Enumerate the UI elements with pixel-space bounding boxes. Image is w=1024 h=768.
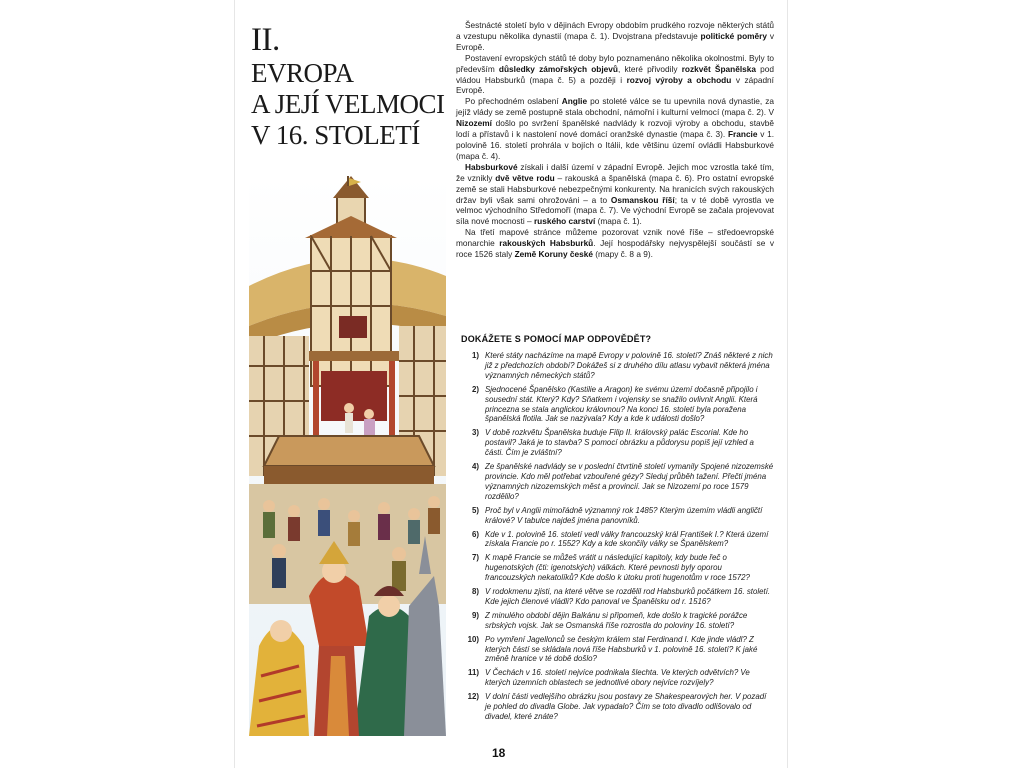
intro-text-run: pod vládou Habsburků (mapa č. 5) a později i bbox=[456, 63, 774, 85]
question-text: Po vymření Jagellonců se českým králem stal Ferdinand I. Kde jinde vládl? Z kterých částí se skládala nová říše Habsburků v 1. polovině 16. století? K jaké změně hranice v té době došlo? bbox=[485, 634, 758, 664]
intro-text-run: (mapa č. 1). bbox=[595, 216, 642, 227]
intro-text-run: v západní Evropě. bbox=[456, 74, 774, 96]
chapter-heading bbox=[251, 22, 451, 151]
intro-text-run: Šestnácté století bylo v dějinách Evropy obdobím prudkého rozvoje některých států a vzestupu několika dynastií (mapa č. 1). Dvojstrana představuje bbox=[456, 20, 774, 41]
intro-text-run: – rakouská a španělská (mapa č. 6). Pro ostatní evropské země se stali Habsburkové nebezpečnými konkurenty. Na hranicích svých rakouských držav byli však sami ohrožováni – a to bbox=[456, 172, 774, 205]
globe-theatre-picture bbox=[249, 176, 446, 736]
intro-text-run: v 1. polovině 16. století prohrála v bojích o Itálii, kde většinu území ovládli Habsburkové (mapa č. 4). bbox=[456, 129, 774, 161]
intro-bold-run: dvě větve rodu bbox=[495, 172, 555, 183]
question-text: V rodokmenu zjisti, na které větve se rozdělil rod Habsburků počátkem 16. století. Kde jejich členové vládli? Kdo panoval ve Španělsku od r. 1516? bbox=[485, 587, 771, 606]
chapter-title-line-1: EVROPA bbox=[251, 58, 354, 88]
question-number: 8) bbox=[471, 587, 479, 597]
page-number: 18 bbox=[492, 746, 506, 760]
chapter-title-line-2: A JEJÍ VELMOCI bbox=[251, 89, 445, 119]
question-text: V Čechách v 16. století nejvíce podnikala šlechta. Ve kterých odvětvích? Ve kterých územních oblastech se jednotlivé obory nejvíce rozvíjely? bbox=[485, 668, 750, 688]
question-text: Ze španělské nadvlády se v poslední čtvrtině století vymanily Spojené nizozemské provincie. Kdo měl potřebat vzbouřené gézy? Sleduj průběh tažení. Přečti jména významných nizozemských měst a provincií. Jak se Nizozemí po roce 1579 rozdělilo? bbox=[485, 462, 774, 501]
intro-bold-run: ruského carství bbox=[533, 216, 596, 227]
question-number: 3) bbox=[471, 428, 479, 438]
intro-text-run: , které přivodily bbox=[617, 63, 682, 74]
intro-paragraph bbox=[456, 96, 774, 161]
question-text: K mapě Francie se můžeš vrátit u následující kapitoly, kdy bude řeč o hugenotských (čti: igenotských) válkách. Které pevnosti byly oporou francouzských nekatolíků? Kde došlo k útoku proti hugenotům v roce 1572? bbox=[485, 553, 750, 583]
intro-bold-run: důsledky zámořských objevů bbox=[498, 63, 618, 74]
intro-text-run: získali i další území v západní Evropě. Jejich moc vzrostla také tím, že vznikly bbox=[456, 161, 774, 183]
question-number: 10) bbox=[467, 634, 479, 644]
question-text: V době rozkvětu Španělska buduje Filip II. královský palác Escorial. Kde ho postavil? Jaká je to stavba? S pomocí obrázku a půdorysu popiš její vzhled a části. Čím je zvláštní? bbox=[485, 428, 754, 458]
intro-paragraph bbox=[456, 227, 774, 260]
intro-bold-run: Nizozemí bbox=[456, 118, 492, 129]
question-item bbox=[457, 351, 774, 381]
question-text: Sjednocené Španělsko (Kastilie a Aragon) ke svému území dočasně připojilo i sousední stát. Který? Kdy? Sňatkem i vojensky se snažilo ovlivnit Anglii. Která princezna se stala anglickou královnou? Na konci 16. století byla poražena španělská flotila. Jak se nazývala? Kdy a kde k události došlo? bbox=[485, 384, 758, 424]
question-text: Z minulého období dějin Balkánu si připomeň, kde došlo k tragické porážce srbských vojsk. Jak se Osmanská říše rozrostla do poloviny 16. století? bbox=[485, 610, 748, 630]
question-item bbox=[457, 428, 774, 458]
intro-bold-run: rakouských Habsburků bbox=[499, 238, 594, 249]
globe-theatre-illustration bbox=[249, 176, 446, 736]
question-number: 4) bbox=[471, 462, 479, 472]
intro-text-run: Po přechodném oslabení bbox=[465, 96, 562, 107]
questions-title: DOKÁŽETE S POMOCÍ MAP ODPOVĚDĚT? bbox=[461, 334, 652, 344]
question-text: Proč byl v Anglii mimořádně významný rok 1485? Kterým územím vládli angličtí králové? V tabulce najdeš jména panovníků. bbox=[485, 505, 763, 525]
question-text: Které státy nacházíme na mapě Evropy v polovině 16. století? Znáš některé z nich již z předchozích období? Dokážeš si z druhého dílu atlasu vybavit některá jména významných německých států? bbox=[485, 351, 773, 380]
question-item bbox=[457, 635, 774, 665]
chapter-title-line-3: V 16. STOLETÍ bbox=[251, 120, 420, 150]
intro-text-run: po stoleté válce se tu upevnila nová dynastie, za jejíž vlády se země postupně stala obchodní, námořní i kulturní velmocí (mapa č. 2). V bbox=[456, 96, 775, 118]
intro-text-run: v Evropě. bbox=[456, 30, 774, 52]
question-number: 11) bbox=[468, 668, 479, 678]
intro-bold-run: Anglie bbox=[561, 96, 588, 107]
question-item bbox=[457, 668, 774, 688]
intro-bold-run: Země Koruny české bbox=[514, 249, 593, 260]
intro-bold-run: politické poměry bbox=[700, 30, 768, 41]
question-number: 5) bbox=[471, 505, 479, 515]
intro-text-run: (mapy č. 8 a 9). bbox=[592, 249, 653, 260]
intro-text-run: došlo po svržení španělské nadvlády k rozvoji výroby a obchodu, stavbě lodí a přístavů i k nastolení nové domácí oranžské dynastie (mapa č. 3). bbox=[456, 118, 774, 140]
intro-text-run: . Její hospodářsky nejvyspělejší součástí se v roce 1526 staly bbox=[456, 238, 774, 260]
questions-list bbox=[457, 351, 774, 726]
intro-text bbox=[456, 20, 774, 260]
question-item bbox=[457, 462, 774, 502]
chapter-number: II. bbox=[251, 22, 280, 58]
question-item bbox=[457, 530, 774, 550]
question-item bbox=[457, 692, 774, 722]
intro-paragraph bbox=[456, 162, 774, 227]
intro-paragraph bbox=[456, 53, 774, 97]
question-text: Kde v 1. polovině 16. století vedl války francouzský král František I.? Která území získala Francie po r. 1552? Kdy a kde skončily války se Španělskem? bbox=[485, 529, 769, 549]
intro-paragraph bbox=[456, 20, 774, 53]
question-text: V dolní části vedlejšího obrázku jsou postavy ze Shakespearových her. V pozadí je pohled do divadla Globe. Jak vypadalo? Čím se toto divadlo odlišovalo od divadel, které znáte? bbox=[485, 692, 767, 721]
intro-text-run: ; ta v té době vyrostla ve velmoc východního Středomoří (mapa č. 7). Ve východní Evropě se začala projevovat síla nové mocnosti – bbox=[456, 194, 774, 227]
question-item bbox=[457, 611, 774, 631]
question-number: 1) bbox=[471, 351, 479, 360]
intro-text-run: Postavení evropských států té doby bylo poznamenáno několika okolnostmi. Byly to především bbox=[456, 52, 774, 74]
question-number: 2) bbox=[471, 384, 479, 394]
question-item bbox=[457, 553, 774, 583]
question-item bbox=[457, 587, 774, 607]
question-number: 12) bbox=[467, 692, 479, 702]
question-item bbox=[457, 506, 774, 526]
intro-text-run: Na třetí mapové stránce můžeme pozorovat vznik nové říše – středoevropské monarchie bbox=[456, 227, 774, 249]
question-number: 6) bbox=[471, 529, 479, 539]
intro-bold-run: rozvoj výroby a obchodu bbox=[626, 74, 732, 85]
question-number: 9) bbox=[471, 610, 479, 620]
intro-bold-run: Osmanskou říší bbox=[610, 194, 675, 205]
atlas-page bbox=[235, 0, 787, 768]
intro-bold-run: Habsburkové bbox=[465, 161, 518, 172]
intro-bold-run: rozkvět Španělska bbox=[681, 63, 756, 74]
question-number: 7) bbox=[471, 553, 479, 563]
intro-bold-run: Francie bbox=[727, 129, 758, 140]
question-item bbox=[457, 385, 774, 425]
